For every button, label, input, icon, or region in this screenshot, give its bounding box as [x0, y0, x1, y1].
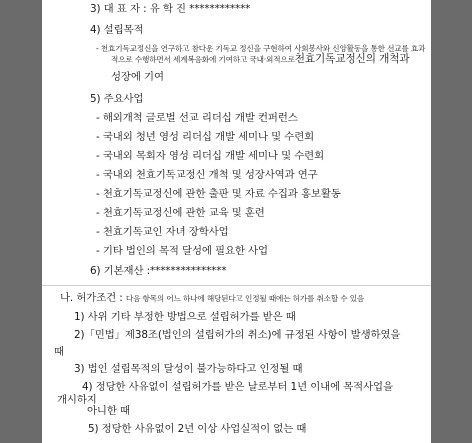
activity-item: - 해외개척 글로벌 선교 리더십 개발 컨퍼런스 — [96, 112, 298, 124]
purpose-heading: 4) 설립목적 — [90, 24, 144, 36]
purpose-text-line-2-small: 적으로 수행하면서 세계복음화에 기여하고 국내·외적으로 — [111, 55, 295, 64]
condition-item: 5) 정당한 사유없이 2년 이상 사업실적이 없는 때 — [88, 423, 307, 435]
conditions-heading — [60, 292, 364, 304]
basic-assets-line: 6) 기본재산 :*************** — [90, 265, 227, 277]
purpose-text-line-3: 성장에 기여 — [111, 71, 164, 83]
document-page — [42, 0, 431, 443]
section-divider — [42, 285, 431, 286]
condition-item: 3) 법인 설립목적의 달성이 불가능하다고 인정될 때 — [74, 363, 303, 375]
activity-item: - 천효기독교정신에 관한 교육 및 훈련 — [96, 207, 265, 219]
activity-item: - 기타 법인의 목적 달성에 필요한 사업 — [96, 245, 268, 257]
activity-item: - 천효기독교정신에 관한 출판 및 자료 수집과 홍보활동 — [96, 188, 341, 200]
condition-item-continuation: 개시하지 — [57, 394, 97, 406]
activity-item: - 국내외 천효기독교정신 개척 및 성장사역과 연구 — [96, 169, 318, 181]
activity-item: - 국내외 목회자 영성 리더십 개발 세미나 및 수련회 — [96, 150, 325, 162]
condition-item: 4) 정당한 사유없이 설립허가를 받은 날로부터 1년 이내에 목적사업을 — [82, 381, 393, 393]
activities-heading: 5) 주요사업 — [90, 93, 144, 105]
condition-item: 1) 사위 기타 부정한 방법으로 설립허가를 받은 때 — [74, 311, 296, 323]
purpose-text-line-1: - 천효기독교정신을 연구하고 참다운 기독교 정신을 구현하여 사회봉사와 신앙활동을 통한 선교를 효과 — [96, 44, 426, 53]
conditions-label: 나. 허가조건 : — [60, 292, 123, 304]
purpose-text-line-2-large: 천효기독교정신의 개척과 — [294, 53, 410, 65]
representative-line: 3) 대 표 자 : 유 학 진 ************ — [90, 3, 251, 15]
condition-item: 2)「민법」제38조(법인의 설립허가의 취소)에 규정된 사항이 발생하였을 — [74, 329, 401, 341]
condition-item-continuation: 때 — [54, 346, 64, 358]
activity-item: - 국내외 청년 영성 리더십 개발 세미나 및 수련회 — [96, 131, 315, 143]
conditions-note: 다음 항목의 어느 하나에 해당된다고 인정될 때에는 허가를 취소할 수 있음 — [125, 294, 365, 303]
purpose-text-line-2 — [111, 53, 410, 65]
activity-item: - 천효기독교인 자녀 장학사업 — [96, 226, 229, 238]
condition-item-continuation: 아니한 때 — [87, 405, 130, 417]
